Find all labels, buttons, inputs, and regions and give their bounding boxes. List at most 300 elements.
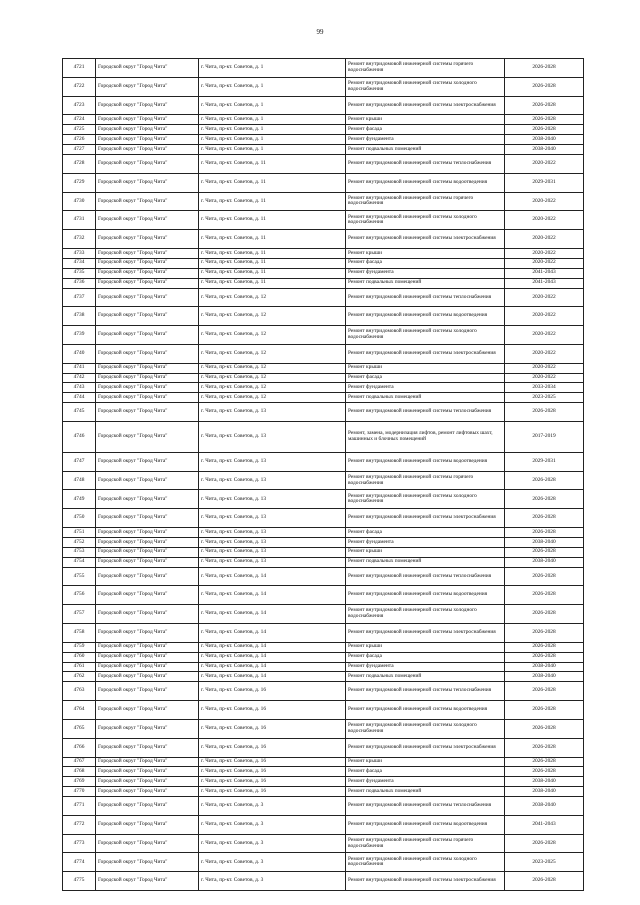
municipality-cell: Городской округ "Город Чита"	[96, 268, 199, 278]
municipality-cell: Городской округ "Город Чита"	[96, 537, 199, 547]
address-cell: г. Чита, пр-кт. Советов, д. 1	[199, 145, 346, 155]
work-type-cell: Ремонт фундамента	[346, 135, 505, 145]
municipality-cell: Городской округ "Город Чита"	[96, 125, 199, 135]
period-cell: 2038-2040	[505, 557, 584, 567]
row-number-cell: 4737	[63, 288, 96, 307]
municipality-cell: Городской округ "Город Чита"	[96, 278, 199, 288]
municipality-cell: Городской округ "Город Чита"	[96, 344, 199, 363]
municipality-cell: Городской округ "Город Чита"	[96, 471, 199, 490]
table-row	[63, 537, 584, 547]
work-type-cell: Ремонт фундамента	[346, 268, 505, 278]
period-cell: 2026-2028	[505, 59, 584, 78]
work-type-cell: Ремонт крыши	[346, 642, 505, 652]
table-row	[63, 853, 584, 872]
work-type-cell: Ремонт внутридомовой инженерной системы теплоснабжения	[346, 154, 505, 173]
period-cell: 2038-2040	[505, 537, 584, 547]
row-number-cell: 4755	[63, 567, 96, 586]
period-cell: 2026-2028	[505, 757, 584, 767]
table-row	[63, 211, 584, 230]
table-row	[63, 719, 584, 738]
row-number-cell: 4745	[63, 403, 96, 422]
table-row	[63, 567, 584, 586]
address-cell: г. Чита, пр-кт. Советов, д. 16	[199, 738, 346, 757]
row-number-cell: 4736	[63, 278, 96, 288]
row-number-cell: 4769	[63, 777, 96, 787]
table-row	[63, 701, 584, 720]
row-number-cell: 4773	[63, 834, 96, 853]
address-cell: г. Чита, пр-кт. Советов, д. 1	[199, 59, 346, 78]
table-row	[63, 757, 584, 767]
period-cell: 2020-2022	[505, 326, 584, 345]
work-type-cell: Ремонт внутридомовой инженерной системы теплоснабжения	[346, 403, 505, 422]
address-cell: г. Чита, пр-кт. Советов, д. 12	[199, 326, 346, 345]
work-type-cell: Ремонт внутридомовой инженерной системы электроснабжения	[346, 344, 505, 363]
table-row	[63, 872, 584, 891]
address-cell: г. Чита, пр-кт. Советов, д. 11	[199, 173, 346, 192]
period-cell: 2038-2040	[505, 672, 584, 682]
period-cell: 2033-2034	[505, 383, 584, 393]
period-cell: 2020-2022	[505, 211, 584, 230]
municipality-cell: Городской округ "Город Чита"	[96, 115, 199, 125]
work-type-cell: Ремонт внутридомовой инженерной системы холодного водоснабжения	[346, 211, 505, 230]
row-number-cell: 4747	[63, 452, 96, 471]
period-cell: 2026-2028	[505, 586, 584, 605]
work-type-cell: Ремонт фасада	[346, 125, 505, 135]
period-cell: 2026-2028	[505, 738, 584, 757]
row-number-cell: 4768	[63, 767, 96, 777]
row-number-cell: 4766	[63, 738, 96, 757]
row-number-cell: 4728	[63, 154, 96, 173]
row-number-cell: 4764	[63, 701, 96, 720]
work-type-cell: Ремонт фасада	[346, 258, 505, 268]
table-row	[63, 77, 584, 96]
period-cell: 2026-2028	[505, 682, 584, 701]
table-row	[63, 767, 584, 777]
work-type-cell: Ремонт внутридомовой инженерной системы электроснабжения	[346, 738, 505, 757]
municipality-cell: Городской округ "Город Чита"	[96, 373, 199, 383]
table-row	[63, 557, 584, 567]
period-cell: 2023-2025	[505, 393, 584, 403]
address-cell: г. Чита, пр-кт. Советов, д. 12	[199, 363, 346, 373]
period-cell: 2020-2022	[505, 373, 584, 383]
address-cell: г. Чита, пр-кт. Советов, д. 1	[199, 77, 346, 96]
address-cell: г. Чита, пр-кт. Советов, д. 11	[199, 211, 346, 230]
table-row	[63, 471, 584, 490]
row-number-cell: 4750	[63, 509, 96, 528]
period-cell: 2026-2028	[505, 701, 584, 720]
row-number-cell: 4758	[63, 623, 96, 642]
address-cell: г. Чита, пр-кт. Советов, д. 11	[199, 248, 346, 258]
period-cell: 2038-2040	[505, 777, 584, 787]
work-type-cell: Ремонт крыши	[346, 547, 505, 557]
municipality-cell: Городской округ "Город Чита"	[96, 797, 199, 816]
table-row	[63, 154, 584, 173]
municipality-cell: Городской округ "Город Чита"	[96, 719, 199, 738]
address-cell: г. Чита, пр-кт. Советов, д. 14	[199, 652, 346, 662]
period-cell: 2020-2022	[505, 154, 584, 173]
work-type-cell: Ремонт внутридомовой инженерной системы холодного водоснабжения	[346, 853, 505, 872]
address-cell: г. Чита, пр-кт. Советов, д. 3	[199, 815, 346, 834]
row-number-cell: 4742	[63, 373, 96, 383]
municipality-cell: Городской округ "Город Чита"	[96, 757, 199, 767]
row-number-cell: 4765	[63, 719, 96, 738]
table-row	[63, 509, 584, 528]
address-cell: г. Чита, пр-кт. Советов, д. 1	[199, 135, 346, 145]
table-row	[63, 363, 584, 373]
table-row	[63, 344, 584, 363]
work-type-cell: Ремонт подвальных помещений	[346, 145, 505, 155]
period-cell: 2026-2028	[505, 605, 584, 624]
work-type-cell: Ремонт фасада	[346, 767, 505, 777]
municipality-cell: Городской округ "Город Чита"	[96, 605, 199, 624]
row-number-cell: 4729	[63, 173, 96, 192]
work-type-cell: Ремонт внутридомовой инженерной системы водоотведения	[346, 586, 505, 605]
address-cell: г. Чита, пр-кт. Советов, д. 16	[199, 682, 346, 701]
address-cell: г. Чита, пр-кт. Советов, д. 11	[199, 154, 346, 173]
period-cell: 2020-2022	[505, 307, 584, 326]
municipality-cell: Городской округ "Город Чита"	[96, 393, 199, 403]
work-type-cell: Ремонт фундамента	[346, 777, 505, 787]
work-type-cell: Ремонт фасада	[346, 373, 505, 383]
table-row	[63, 115, 584, 125]
row-number-cell: 4749	[63, 490, 96, 509]
table-row	[63, 288, 584, 307]
table-row	[63, 834, 584, 853]
period-cell: 2020-2022	[505, 288, 584, 307]
row-number-cell: 4767	[63, 757, 96, 767]
table-row	[63, 373, 584, 383]
work-type-cell: Ремонт внутридомовой инженерной системы электроснабжения	[346, 230, 505, 249]
table-body	[63, 59, 584, 891]
address-cell: г. Чита, пр-кт. Советов, д. 14	[199, 605, 346, 624]
address-cell: г. Чита, пр-кт. Советов, д. 16	[199, 757, 346, 767]
address-cell: г. Чита, пр-кт. Советов, д. 11	[199, 268, 346, 278]
row-number-cell: 4735	[63, 268, 96, 278]
table-row	[63, 623, 584, 642]
work-type-cell: Ремонт фасада	[346, 528, 505, 538]
municipality-cell: Городской округ "Город Чита"	[96, 403, 199, 422]
municipality-cell: Городской округ "Город Чита"	[96, 787, 199, 797]
work-type-cell: Ремонт внутридомовой инженерной системы теплоснабжения	[346, 682, 505, 701]
row-number-cell: 4741	[63, 363, 96, 373]
period-cell: 2020-2022	[505, 258, 584, 268]
address-cell: г. Чита, пр-кт. Советов, д. 14	[199, 586, 346, 605]
municipality-cell: Городской округ "Город Чита"	[96, 777, 199, 787]
table-row	[63, 393, 584, 403]
period-cell: 2041-2043	[505, 815, 584, 834]
row-number-cell: 4770	[63, 787, 96, 797]
row-number-cell: 4721	[63, 59, 96, 78]
table-row	[63, 642, 584, 652]
address-cell: г. Чита, пр-кт. Советов, д. 1	[199, 96, 346, 115]
period-cell: 2026-2028	[505, 471, 584, 490]
work-type-cell: Ремонт внутридомовой инженерной системы водоотведения	[346, 815, 505, 834]
address-cell: г. Чита, пр-кт. Советов, д. 1	[199, 115, 346, 125]
row-number-cell: 4743	[63, 383, 96, 393]
municipality-cell: Городской округ "Город Чита"	[96, 567, 199, 586]
municipality-cell: Городской округ "Город Чита"	[96, 586, 199, 605]
municipality-cell: Городской округ "Город Чита"	[96, 363, 199, 373]
table-row	[63, 777, 584, 787]
municipality-cell: Городской округ "Город Чита"	[96, 815, 199, 834]
work-type-cell: Ремонт подвальных помещений	[346, 672, 505, 682]
municipality-cell: Городской округ "Город Чита"	[96, 307, 199, 326]
table-row	[63, 230, 584, 249]
period-cell: 2026-2028	[505, 834, 584, 853]
row-number-cell: 4738	[63, 307, 96, 326]
period-cell: 2020-2022	[505, 248, 584, 258]
municipality-cell: Городской округ "Город Чита"	[96, 211, 199, 230]
address-cell: г. Чита, пр-кт. Советов, д. 16	[199, 767, 346, 777]
table-row	[63, 662, 584, 672]
work-type-cell: Ремонт внутридомовой инженерной системы электроснабжения	[346, 96, 505, 115]
period-cell: 2020-2022	[505, 192, 584, 211]
period-cell: 2026-2028	[505, 547, 584, 557]
period-cell: 2041-2043	[505, 278, 584, 288]
address-cell: г. Чита, пр-кт. Советов, д. 13	[199, 547, 346, 557]
address-cell: г. Чита, пр-кт. Советов, д. 3	[199, 834, 346, 853]
row-number-cell: 4756	[63, 586, 96, 605]
municipality-cell: Городской округ "Город Чита"	[96, 672, 199, 682]
row-number-cell: 4746	[63, 422, 96, 453]
row-number-cell: 4722	[63, 77, 96, 96]
row-number-cell: 4752	[63, 537, 96, 547]
period-cell: 2026-2028	[505, 115, 584, 125]
period-cell: 2020-2022	[505, 363, 584, 373]
municipality-cell: Городской округ "Город Чита"	[96, 77, 199, 96]
address-cell: г. Чита, пр-кт. Советов, д. 12	[199, 307, 346, 326]
municipality-cell: Городской округ "Город Чита"	[96, 288, 199, 307]
municipality-cell: Городской округ "Город Чита"	[96, 154, 199, 173]
row-number-cell: 4723	[63, 96, 96, 115]
period-cell: 2041-2043	[505, 268, 584, 278]
work-type-cell: Ремонт внутридомовой инженерной системы электроснабжения	[346, 509, 505, 528]
municipality-cell: Городской округ "Город Чита"	[96, 642, 199, 652]
period-cell: 2038-2040	[505, 662, 584, 672]
row-number-cell: 4748	[63, 471, 96, 490]
address-cell: г. Чита, пр-кт. Советов, д. 14	[199, 623, 346, 642]
work-type-cell: Ремонт фасада	[346, 652, 505, 662]
row-number-cell: 4762	[63, 672, 96, 682]
municipality-cell: Городской округ "Город Чита"	[96, 135, 199, 145]
municipality-cell: Городской округ "Город Чита"	[96, 248, 199, 258]
work-type-cell: Ремонт внутридомовой инженерной системы теплоснабжения	[346, 567, 505, 586]
municipality-cell: Городской округ "Город Чита"	[96, 490, 199, 509]
municipality-cell: Городской округ "Город Чита"	[96, 767, 199, 777]
table-row	[63, 125, 584, 135]
municipality-cell: Городской округ "Город Чита"	[96, 383, 199, 393]
municipality-cell: Городской округ "Город Чита"	[96, 96, 199, 115]
period-cell: 2029-2031	[505, 452, 584, 471]
municipality-cell: Городской округ "Город Чита"	[96, 682, 199, 701]
work-type-cell: Ремонт внутридомовой инженерной системы горячего водоснабжения	[346, 834, 505, 853]
municipality-cell: Городской округ "Город Чита"	[96, 623, 199, 642]
period-cell: 2020-2022	[505, 344, 584, 363]
address-cell: г. Чита, пр-кт. Советов, д. 3	[199, 797, 346, 816]
work-type-cell: Ремонт внутридомовой инженерной системы горячего водоснабжения	[346, 192, 505, 211]
period-cell: 2029-2031	[505, 173, 584, 192]
address-cell: г. Чита, пр-кт. Советов, д. 13	[199, 537, 346, 547]
municipality-cell: Городской округ "Город Чита"	[96, 557, 199, 567]
work-type-cell: Ремонт крыши	[346, 248, 505, 258]
period-cell: 2023-2025	[505, 853, 584, 872]
row-number-cell: 4731	[63, 211, 96, 230]
row-number-cell: 4763	[63, 682, 96, 701]
work-type-cell: Ремонт внутридомовой инженерной системы холодного водоснабжения	[346, 326, 505, 345]
row-number-cell: 4733	[63, 248, 96, 258]
period-cell: 2026-2028	[505, 567, 584, 586]
row-number-cell: 4761	[63, 662, 96, 672]
address-cell: г. Чита, пр-кт. Советов, д. 11	[199, 230, 346, 249]
table-row	[63, 528, 584, 538]
work-type-cell: Ремонт крыши	[346, 363, 505, 373]
table-row	[63, 96, 584, 115]
municipality-cell: Городской округ "Город Чита"	[96, 547, 199, 557]
row-number-cell: 4727	[63, 145, 96, 155]
work-type-cell: Ремонт внутридомовой инженерной системы водоотведения	[346, 701, 505, 720]
period-cell: 2026-2028	[505, 872, 584, 891]
period-cell: 2026-2028	[505, 767, 584, 777]
municipality-cell: Городской округ "Город Чита"	[96, 59, 199, 78]
table-row	[63, 135, 584, 145]
row-number-cell: 4724	[63, 115, 96, 125]
table-row	[63, 422, 584, 453]
row-number-cell: 4732	[63, 230, 96, 249]
municipality-cell: Городской округ "Город Чита"	[96, 173, 199, 192]
period-cell: 2026-2028	[505, 642, 584, 652]
work-type-cell: Ремонт внутридомовой инженерной системы водоотведения	[346, 452, 505, 471]
row-number-cell: 4760	[63, 652, 96, 662]
table-row	[63, 383, 584, 393]
table-row	[63, 452, 584, 471]
work-type-cell: Ремонт фундамента	[346, 383, 505, 393]
table-row	[63, 258, 584, 268]
table-row	[63, 682, 584, 701]
table-row	[63, 490, 584, 509]
period-cell: 2026-2028	[505, 77, 584, 96]
address-cell: г. Чита, пр-кт. Советов, д. 12	[199, 373, 346, 383]
period-cell: 2026-2028	[505, 719, 584, 738]
row-number-cell: 4740	[63, 344, 96, 363]
table-row	[63, 307, 584, 326]
row-number-cell: 4774	[63, 853, 96, 872]
period-cell: 2026-2028	[505, 96, 584, 115]
table-row	[63, 192, 584, 211]
table-row	[63, 797, 584, 816]
page-number: 99	[316, 28, 324, 36]
period-cell: 2020-2022	[505, 230, 584, 249]
row-number-cell: 4771	[63, 797, 96, 816]
period-cell: 2026-2028	[505, 623, 584, 642]
address-cell: г. Чита, пр-кт. Советов, д. 13	[199, 422, 346, 453]
municipality-cell: Городской округ "Город Чита"	[96, 258, 199, 268]
address-cell: г. Чита, пр-кт. Советов, д. 11	[199, 258, 346, 268]
work-type-cell: Ремонт внутридомовой инженерной системы холодного водоснабжения	[346, 719, 505, 738]
table-row	[63, 173, 584, 192]
table-row	[63, 145, 584, 155]
work-type-cell: Ремонт внутридомовой инженерной системы водоотведения	[346, 173, 505, 192]
address-cell: г. Чита, пр-кт. Советов, д. 14	[199, 567, 346, 586]
table-row	[63, 787, 584, 797]
period-cell: 2038-2040	[505, 135, 584, 145]
work-type-cell: Ремонт внутридомовой инженерной системы холодного водоснабжения	[346, 77, 505, 96]
capital-repair-table	[62, 58, 584, 891]
municipality-cell: Городской округ "Город Чита"	[96, 452, 199, 471]
row-number-cell: 4754	[63, 557, 96, 567]
address-cell: г. Чита, пр-кт. Советов, д. 13	[199, 528, 346, 538]
municipality-cell: Городской округ "Город Чита"	[96, 422, 199, 453]
table-row	[63, 268, 584, 278]
table-row	[63, 326, 584, 345]
address-cell: г. Чита, пр-кт. Советов, д. 16	[199, 777, 346, 787]
row-number-cell: 4753	[63, 547, 96, 557]
work-type-cell: Ремонт внутридомовой инженерной системы электроснабжения	[346, 623, 505, 642]
work-type-cell: Ремонт внутридомовой инженерной системы электроснабжения	[346, 872, 505, 891]
table-row	[63, 586, 584, 605]
row-number-cell: 4772	[63, 815, 96, 834]
work-type-cell: Ремонт внутридомовой инженерной системы горячего водоснабжения	[346, 59, 505, 78]
address-cell: г. Чита, пр-кт. Советов, д. 12	[199, 288, 346, 307]
municipality-cell: Городской округ "Город Чита"	[96, 192, 199, 211]
table-row	[63, 278, 584, 288]
table-row	[63, 652, 584, 662]
address-cell: г. Чита, пр-кт. Советов, д. 16	[199, 719, 346, 738]
address-cell: г. Чита, пр-кт. Советов, д. 11	[199, 278, 346, 288]
municipality-cell: Городской округ "Город Чита"	[96, 701, 199, 720]
work-type-cell: Ремонт внутридомовой инженерной системы теплоснабжения	[346, 797, 505, 816]
row-number-cell: 4739	[63, 326, 96, 345]
address-cell: г. Чита, пр-кт. Советов, д. 13	[199, 452, 346, 471]
work-type-cell: Ремонт внутридомовой инженерной системы водоотведения	[346, 307, 505, 326]
work-type-cell: Ремонт внутридомовой инженерной системы холодного водоснабжения	[346, 490, 505, 509]
row-number-cell: 4734	[63, 258, 96, 268]
work-type-cell: Ремонт крыши	[346, 757, 505, 767]
row-number-cell: 4759	[63, 642, 96, 652]
work-type-cell: Ремонт крыши	[346, 115, 505, 125]
address-cell: г. Чита, пр-кт. Советов, д. 13	[199, 471, 346, 490]
address-cell: г. Чита, пр-кт. Советов, д. 13	[199, 403, 346, 422]
period-cell: 2026-2028	[505, 490, 584, 509]
table-row	[63, 248, 584, 258]
period-cell: 2038-2040	[505, 787, 584, 797]
period-cell: 2026-2028	[505, 652, 584, 662]
municipality-cell: Городской округ "Город Чита"	[96, 528, 199, 538]
work-type-cell: Ремонт внутридомовой инженерной системы холодного водоснабжения	[346, 605, 505, 624]
municipality-cell: Городской округ "Город Чита"	[96, 853, 199, 872]
row-number-cell: 4726	[63, 135, 96, 145]
municipality-cell: Городской округ "Город Чита"	[96, 872, 199, 891]
table-row	[63, 403, 584, 422]
municipality-cell: Городской округ "Город Чита"	[96, 326, 199, 345]
period-cell: 2026-2028	[505, 403, 584, 422]
work-type-cell: Ремонт подвальных помещений	[346, 278, 505, 288]
work-type-cell: Ремонт фундамента	[346, 537, 505, 547]
address-cell: г. Чита, пр-кт. Советов, д. 16	[199, 701, 346, 720]
period-cell: 2026-2028	[505, 509, 584, 528]
work-type-cell: Ремонт подвальных помещений	[346, 557, 505, 567]
period-cell: 2038-2040	[505, 145, 584, 155]
municipality-cell: Городской округ "Город Чита"	[96, 145, 199, 155]
row-number-cell: 4725	[63, 125, 96, 135]
table-row	[63, 547, 584, 557]
address-cell: г. Чита, пр-кт. Советов, д. 13	[199, 490, 346, 509]
row-number-cell: 4757	[63, 605, 96, 624]
table-row	[63, 605, 584, 624]
work-type-cell: Ремонт подвальных помещений	[346, 393, 505, 403]
address-cell: г. Чита, пр-кт. Советов, д. 14	[199, 662, 346, 672]
row-number-cell: 4730	[63, 192, 96, 211]
address-cell: г. Чита, пр-кт. Советов, д. 12	[199, 393, 346, 403]
